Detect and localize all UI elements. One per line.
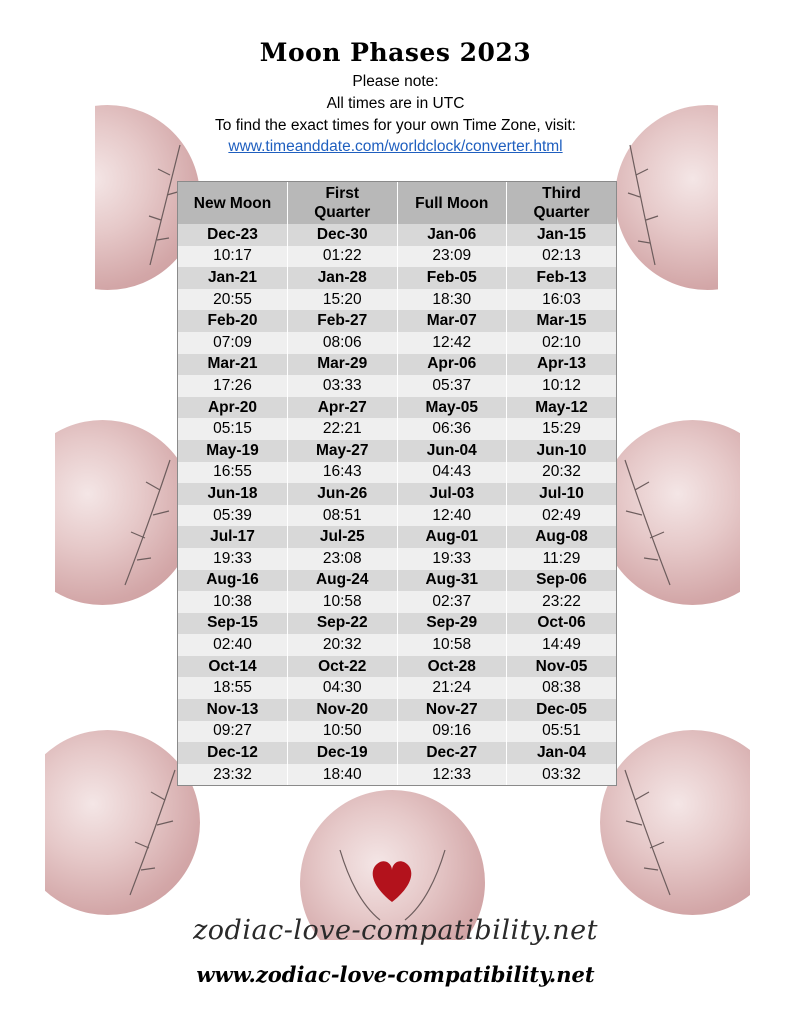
time-cell: 19:33 bbox=[397, 548, 507, 570]
time-cell: 22:21 bbox=[288, 418, 398, 440]
time-cell: 08:38 bbox=[507, 677, 617, 699]
header-first-quarter bbox=[288, 182, 398, 224]
date-cell: Apr-20 bbox=[178, 397, 288, 419]
time-cell: 17:26 bbox=[178, 375, 288, 397]
time-cell: 02:37 bbox=[397, 591, 507, 613]
date-cell: Feb-20 bbox=[178, 310, 288, 332]
time-cell: 15:20 bbox=[288, 289, 398, 311]
table-row-dates bbox=[178, 397, 616, 419]
time-cell: 05:51 bbox=[507, 721, 617, 743]
date-cell: May-05 bbox=[397, 397, 507, 419]
date-cell: Oct-28 bbox=[397, 656, 507, 678]
date-cell: Apr-06 bbox=[397, 354, 507, 376]
time-cell: 07:09 bbox=[178, 332, 288, 354]
time-cell: 01:22 bbox=[288, 246, 398, 268]
time-cell: 18:40 bbox=[288, 764, 398, 786]
date-cell: Aug-31 bbox=[397, 570, 507, 592]
time-cell: 02:10 bbox=[507, 332, 617, 354]
time-cell: 05:39 bbox=[178, 505, 288, 527]
date-cell: Sep-15 bbox=[178, 613, 288, 635]
date-cell: Oct-06 bbox=[507, 613, 617, 635]
time-cell: 16:43 bbox=[288, 462, 398, 484]
table-row-dates bbox=[178, 699, 616, 721]
table-row-dates bbox=[178, 526, 616, 548]
time-cell: 10:58 bbox=[288, 591, 398, 613]
date-cell: Nov-13 bbox=[178, 699, 288, 721]
time-cell: 20:55 bbox=[178, 289, 288, 311]
time-cell: 05:37 bbox=[397, 375, 507, 397]
table-row-times bbox=[178, 548, 616, 570]
date-cell: Dec-27 bbox=[397, 742, 507, 764]
date-cell: Sep-06 bbox=[507, 570, 617, 592]
time-cell: 10:58 bbox=[397, 634, 507, 656]
date-cell: May-27 bbox=[288, 440, 398, 462]
time-cell: 20:32 bbox=[507, 462, 617, 484]
date-cell: Apr-13 bbox=[507, 354, 617, 376]
date-cell: Jul-17 bbox=[178, 526, 288, 548]
date-cell: Jan-06 bbox=[397, 224, 507, 246]
header-third-quarter-line1: Third bbox=[542, 185, 581, 202]
table-row-times bbox=[178, 634, 616, 656]
time-cell: 18:30 bbox=[397, 289, 507, 311]
time-cell: 10:50 bbox=[288, 721, 398, 743]
time-cell: 09:27 bbox=[178, 721, 288, 743]
date-cell: Dec-12 bbox=[178, 742, 288, 764]
time-cell: 04:30 bbox=[288, 677, 398, 699]
date-cell: May-19 bbox=[178, 440, 288, 462]
date-cell: Oct-14 bbox=[178, 656, 288, 678]
time-cell: 04:43 bbox=[397, 462, 507, 484]
date-cell: Dec-23 bbox=[178, 224, 288, 246]
time-cell: 11:29 bbox=[507, 548, 617, 570]
table-row-dates bbox=[178, 354, 616, 376]
date-cell: Dec-30 bbox=[288, 224, 398, 246]
time-cell: 05:15 bbox=[178, 418, 288, 440]
date-cell: Jul-25 bbox=[288, 526, 398, 548]
date-cell: Dec-05 bbox=[507, 699, 617, 721]
date-cell: Mar-21 bbox=[178, 354, 288, 376]
table-row-times bbox=[178, 677, 616, 699]
date-cell: Mar-15 bbox=[507, 310, 617, 332]
time-cell: 16:55 bbox=[178, 462, 288, 484]
table-row-times bbox=[178, 462, 616, 484]
date-cell: Mar-29 bbox=[288, 354, 398, 376]
timezone-converter-link[interactable]: www.timeanddate.com/worldclock/converter.html bbox=[228, 138, 563, 155]
time-cell: 18:55 bbox=[178, 677, 288, 699]
table-row-dates bbox=[178, 613, 616, 635]
time-cell: 12:42 bbox=[397, 332, 507, 354]
gibbous-moon-icon bbox=[55, 420, 195, 605]
time-cell: 19:33 bbox=[178, 548, 288, 570]
date-cell: Nov-20 bbox=[288, 699, 398, 721]
table-row-times bbox=[178, 418, 616, 440]
time-cell: 08:51 bbox=[288, 505, 398, 527]
header-first-quarter-line2: Quarter bbox=[314, 204, 371, 221]
date-cell: Jun-26 bbox=[288, 483, 398, 505]
table-row-dates bbox=[178, 483, 616, 505]
time-cell: 23:32 bbox=[178, 764, 288, 786]
date-cell: Aug-24 bbox=[288, 570, 398, 592]
time-cell: 02:13 bbox=[507, 246, 617, 268]
note-timezone: To find the exact times for your own Time Zone, visit: bbox=[215, 117, 576, 134]
note-heading: Please note: bbox=[352, 73, 439, 90]
table-row-times bbox=[178, 591, 616, 613]
date-cell: Jan-21 bbox=[178, 267, 288, 289]
table-row-dates bbox=[178, 224, 616, 246]
table-row-dates bbox=[178, 310, 616, 332]
time-cell: 16:03 bbox=[507, 289, 617, 311]
time-cell: 23:08 bbox=[288, 548, 398, 570]
header-new-moon: New Moon bbox=[178, 182, 288, 224]
time-cell: 10:38 bbox=[178, 591, 288, 613]
time-cell: 12:33 bbox=[397, 764, 507, 786]
time-cell: 08:06 bbox=[288, 332, 398, 354]
brand-logo-text: zodiac-love-compatibility.net bbox=[193, 915, 598, 946]
time-cell: 03:32 bbox=[507, 764, 617, 786]
table-row-dates bbox=[178, 742, 616, 764]
brand-url-link[interactable]: www.zodiac-love-compatibility.net bbox=[196, 962, 595, 987]
date-cell: Sep-22 bbox=[288, 613, 398, 635]
time-cell: 21:24 bbox=[397, 677, 507, 699]
time-cell: 14:49 bbox=[507, 634, 617, 656]
time-cell: 20:32 bbox=[288, 634, 398, 656]
date-cell: Nov-27 bbox=[397, 699, 507, 721]
moon-phases-table bbox=[177, 181, 617, 786]
time-cell: 23:22 bbox=[507, 591, 617, 613]
time-cell: 03:33 bbox=[288, 375, 398, 397]
time-cell: 10:12 bbox=[507, 375, 617, 397]
time-cell: 23:09 bbox=[397, 246, 507, 268]
date-cell: Oct-22 bbox=[288, 656, 398, 678]
date-cell: Feb-27 bbox=[288, 310, 398, 332]
date-cell: Aug-16 bbox=[178, 570, 288, 592]
crescent-moon-icon bbox=[600, 105, 718, 290]
date-cell: Jan-04 bbox=[507, 742, 617, 764]
table-row-dates bbox=[178, 267, 616, 289]
date-cell: Jul-10 bbox=[507, 483, 617, 505]
date-cell: Jun-18 bbox=[178, 483, 288, 505]
time-cell: 02:40 bbox=[178, 634, 288, 656]
date-cell: Jun-10 bbox=[507, 440, 617, 462]
table-row-times bbox=[178, 246, 616, 268]
date-cell: Aug-08 bbox=[507, 526, 617, 548]
time-cell: 06:36 bbox=[397, 418, 507, 440]
time-cell: 09:16 bbox=[397, 721, 507, 743]
gibbous-moon-icon bbox=[600, 420, 740, 605]
date-cell: Nov-05 bbox=[507, 656, 617, 678]
date-cell: Aug-01 bbox=[397, 526, 507, 548]
table-row-times bbox=[178, 332, 616, 354]
date-cell: Feb-05 bbox=[397, 267, 507, 289]
table-row-times bbox=[178, 505, 616, 527]
date-cell: Dec-19 bbox=[288, 742, 398, 764]
note-utc: All times are in UTC bbox=[326, 95, 465, 112]
table-row-dates bbox=[178, 656, 616, 678]
page-title: Moon Phases 2023 bbox=[259, 38, 532, 67]
date-cell: Jan-15 bbox=[507, 224, 617, 246]
table-row-times bbox=[178, 289, 616, 311]
time-cell: 15:29 bbox=[507, 418, 617, 440]
date-cell: Jul-03 bbox=[397, 483, 507, 505]
date-cell: Sep-29 bbox=[397, 613, 507, 635]
table-row-times bbox=[178, 721, 616, 743]
table-row-times bbox=[178, 764, 616, 786]
full-moon-icon bbox=[595, 730, 750, 915]
time-cell: 12:40 bbox=[397, 505, 507, 527]
date-cell: Feb-13 bbox=[507, 267, 617, 289]
header-third-quarter bbox=[507, 182, 617, 224]
date-cell: Mar-07 bbox=[397, 310, 507, 332]
table-row-dates bbox=[178, 440, 616, 462]
table-row-dates bbox=[178, 570, 616, 592]
header-full-moon: Full Moon bbox=[397, 182, 507, 224]
header-first-quarter-line1: First bbox=[325, 185, 360, 202]
time-cell: 10:17 bbox=[178, 246, 288, 268]
table-row-times bbox=[178, 375, 616, 397]
date-cell: Apr-27 bbox=[288, 397, 398, 419]
date-cell: Jun-04 bbox=[397, 440, 507, 462]
date-cell: Jan-28 bbox=[288, 267, 398, 289]
date-cell: May-12 bbox=[507, 397, 617, 419]
time-cell: 02:49 bbox=[507, 505, 617, 527]
header-third-quarter-line2: Quarter bbox=[533, 204, 590, 221]
